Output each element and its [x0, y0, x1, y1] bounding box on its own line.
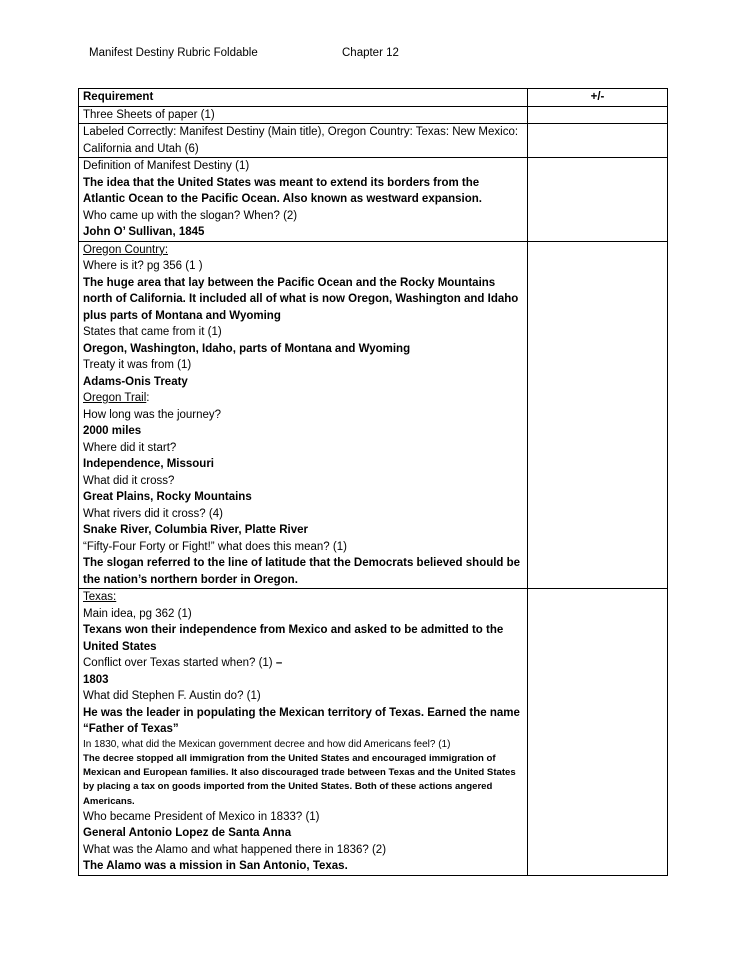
question-text: States that came from it (1)	[83, 326, 222, 338]
answer-text: The idea that the United States was meant to extend its borders from the Atlantic Ocean to the Pacific Ocean. Also known as westward expansion.	[83, 176, 482, 205]
requirement-cell: Labeled Correctly: Manifest Destiny (Main title), Oregon Country: Texas: New Mexico: California and Utah (6)	[79, 124, 528, 158]
question-text: What did it cross?	[83, 474, 175, 487]
answer-text: He was the leader in populating the Mexican territory of Texas. Earned the name “Father of Texas”	[83, 706, 520, 735]
question-text: Main idea, pg 362 (1)	[83, 607, 192, 620]
score-cell	[528, 124, 668, 158]
score-cell	[528, 158, 668, 242]
answer-text: 1803	[83, 673, 109, 686]
rubric-table	[78, 88, 668, 876]
requirement-cell	[79, 241, 528, 589]
requirement-cell	[79, 158, 528, 242]
table-row	[79, 124, 668, 158]
question-text: What did Stephen F. Austin do? (1)	[83, 690, 261, 702]
subsection-heading-text: Oregon Trail	[83, 392, 147, 404]
question-text: How long was the journey?	[83, 408, 222, 421]
score-cell	[528, 106, 668, 124]
question-text: Who became President of Mexico in 1833? (1)	[83, 810, 320, 823]
score-cell	[528, 589, 668, 876]
answer-text: Texans won their independence from Mexico and asked to be admitted to the United States	[83, 624, 504, 653]
question-text: What was the Alamo and what happened there in 1836? (2)	[83, 843, 387, 856]
score-column-header: +/-	[528, 89, 668, 107]
table-row	[79, 241, 668, 589]
question-text: Treaty it was from (1)	[83, 359, 192, 371]
question-text: What rivers did it cross? (4)	[83, 507, 223, 520]
question-text: Where is it? pg 356 (1 )	[83, 260, 203, 272]
subsection-heading-colon: :	[146, 392, 150, 404]
table-row	[79, 158, 668, 242]
page-header	[89, 45, 399, 62]
answer-text: The slogan referred to the line of latitude that the Democrats believed should be the nation’s northern border in Oregon.	[83, 557, 521, 586]
requirement-cell	[79, 589, 528, 876]
question-text: Who came up with the slogan? When? (2)	[83, 209, 298, 222]
answer-text: Snake River, Columbia River, Platte River	[83, 524, 308, 536]
requirement-cell: Three Sheets of paper (1)	[79, 106, 528, 124]
table-row	[79, 589, 668, 876]
section-heading-oregon-country: Oregon Country:	[83, 243, 169, 256]
header-row	[79, 89, 668, 107]
question-text: “Fifty-Four Forty or Fight!” what does this mean? (1)	[83, 540, 347, 553]
question-text-main: Conflict over Texas started when? (1)	[83, 657, 276, 669]
answer-text: 2000 miles	[83, 425, 142, 437]
requirement-column-header: Requirement	[79, 89, 528, 107]
answer-text: Oregon, Washington, Idaho, parts of Montana and Wyoming	[83, 342, 411, 355]
document-title: Manifest Destiny Rubric Foldable	[89, 47, 258, 59]
answer-text: Independence, Missouri	[83, 458, 214, 470]
question-text: In 1830, what did the Mexican government decree and how did Americans feel? (1)	[83, 738, 451, 750]
answer-text: The decree stopped all immigration from the United States and encouraged immigration of Mexican and European families. It also discouraged trade between Texas and the United States by placing a tax on goods imported from the United States. Both of these actions angered Americans.	[83, 753, 516, 807]
answer-text: John O’ Sullivan, 1845	[83, 226, 205, 238]
answer-text: Adams-Onis Treaty	[83, 375, 188, 388]
answer-text: The huge area that lay between the Pacific Ocean and the Rocky Mountains north of California. It included all of what is now Oregon, Washington and Idaho plus parts of Montana and Wyoming	[83, 276, 519, 322]
question-text: Definition of Manifest Destiny (1)	[83, 160, 250, 172]
question-dash: –	[275, 657, 283, 669]
answer-text: Great Plains, Rocky Mountains	[83, 491, 252, 503]
answer-text: General Antonio Lopez de Santa Anna	[83, 827, 292, 840]
answer-text: The Alamo was a mission in San Antonio, Texas.	[83, 860, 348, 873]
question-text	[83, 655, 523, 672]
subsection-heading-oregon-trail	[83, 390, 523, 407]
score-cell	[528, 241, 668, 589]
question-text: Where did it start?	[83, 441, 177, 454]
section-heading-texas: Texas:	[83, 591, 117, 603]
table-row	[79, 106, 668, 124]
chapter-label: Chapter 12	[342, 47, 399, 59]
